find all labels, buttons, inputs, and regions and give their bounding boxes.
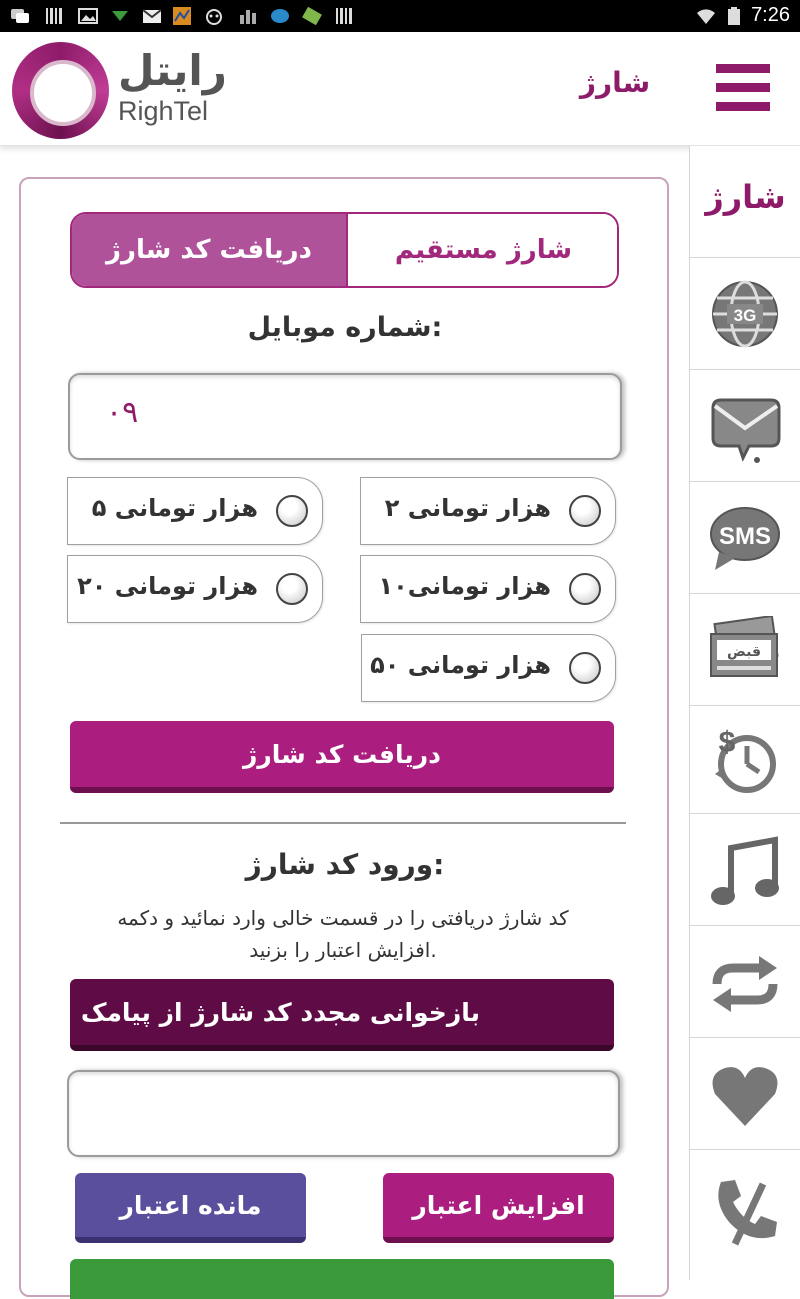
wifi-icon (696, 7, 716, 25)
option-5000[interactable] (67, 477, 323, 545)
sidebar-item-favorites[interactable] (690, 1038, 800, 1150)
remaining-balance-button[interactable]: مانده اعتبار (75, 1173, 306, 1243)
3g-globe-icon (709, 278, 781, 350)
description-line: افزایش اعتبار را بزنید. (249, 938, 437, 962)
option-label: ۲۰ هزار تومانی (77, 572, 258, 600)
sidebar-item-repeat[interactable] (690, 926, 800, 1038)
increase-credit-button[interactable]: افزایش اعتبار (383, 1173, 614, 1243)
enter-code-description (60, 902, 626, 966)
bill-badge: قبض (727, 644, 761, 660)
radio-button[interactable] (569, 652, 601, 684)
dollar-timer-icon (709, 724, 781, 796)
heart-icon (709, 1060, 781, 1132)
sidebar-item-charge[interactable] (690, 146, 800, 258)
status-bar (0, 0, 800, 32)
option-50000[interactable] (361, 634, 616, 702)
stats-notification-icon (238, 7, 258, 25)
menu-line-icon (716, 64, 770, 73)
green-action-button[interactable] (70, 1259, 614, 1299)
option-2000[interactable] (360, 477, 616, 545)
description-line: کد شارژ دریافتی را در قسمت خالی وارد نمائید و دکمه (117, 906, 569, 930)
charge-code-input[interactable] (67, 1070, 620, 1157)
phone-cancel-icon (709, 1174, 781, 1246)
repeat-arrows-icon (709, 948, 781, 1020)
option-label: ۲ هزار تومانی (384, 494, 551, 522)
section-divider (60, 822, 626, 824)
radio-button[interactable] (276, 573, 308, 605)
image-notification-icon (78, 7, 98, 25)
download-notification-icon (110, 7, 130, 25)
sidebar-item-3g[interactable] (690, 258, 800, 370)
3g-badge: 3G (733, 306, 757, 325)
app-header (0, 32, 800, 146)
logo-text-fa: رایتل (118, 46, 227, 95)
chat-notification-icon (10, 7, 30, 25)
option-label: ۱۰هزار تومانی (378, 572, 551, 600)
sidebar-item-label: شارژ (705, 178, 786, 216)
battery-icon (724, 7, 744, 25)
money-notification-icon (302, 7, 322, 25)
clock: 7:26 (751, 4, 790, 26)
music-note-icon (709, 836, 781, 908)
sidebar-item-music[interactable] (690, 814, 800, 926)
option-label: ۵ هزار تومانی (91, 494, 258, 522)
option-20000[interactable] (67, 555, 323, 623)
menu-line-icon (716, 102, 770, 111)
sidebar (689, 146, 800, 1280)
logo-inner-circle (30, 60, 96, 126)
mobile-number-input[interactable]: ۰۹ (68, 373, 622, 460)
bill-icon (709, 616, 781, 688)
enter-code-title: ورود کد شارژ: (245, 848, 445, 881)
chat-bubble-notification-icon (270, 7, 290, 25)
sms-bubble-icon (709, 502, 781, 574)
tab-direct-charge[interactable]: شارژ مستقیم (348, 214, 619, 286)
radio-button[interactable] (276, 495, 308, 527)
app-notification-icon (172, 7, 192, 25)
mail-notification-icon (142, 7, 162, 25)
sidebar-item-calls[interactable] (690, 1150, 800, 1280)
option-10000[interactable] (360, 555, 616, 623)
option-label: ۵۰ هزار تومانی (370, 651, 551, 679)
sidebar-item-sms[interactable] (690, 482, 800, 594)
charge-mode-tabs (70, 212, 619, 288)
hamburger-menu-button[interactable] (716, 64, 772, 116)
sidebar-item-messages[interactable] (690, 370, 800, 482)
logo-text-en: RighTel (118, 96, 209, 126)
sms-badge: SMS (718, 523, 772, 550)
barcode-notification-icon (44, 7, 64, 25)
reread-sms-code-button[interactable]: بازخوانی مجدد کد شارژ از پیامک (70, 979, 614, 1051)
page-title: شارژ (579, 66, 651, 99)
android-notification-icon (204, 7, 224, 25)
message-envelope-icon (709, 392, 781, 464)
dollar-badge: $ (718, 726, 736, 759)
radio-button[interactable] (569, 573, 601, 605)
get-charge-code-button[interactable]: دریافت کد شارژ (70, 721, 614, 793)
sidebar-item-timer[interactable] (690, 706, 800, 814)
barcode2-notification-icon (334, 7, 354, 25)
sidebar-item-bill[interactable] (690, 594, 800, 706)
mobile-number-label: شماره موبایل: (247, 312, 443, 343)
tab-get-code[interactable]: دریافت کد شارژ (72, 214, 348, 286)
radio-button[interactable] (569, 495, 601, 527)
menu-line-icon (716, 83, 770, 92)
